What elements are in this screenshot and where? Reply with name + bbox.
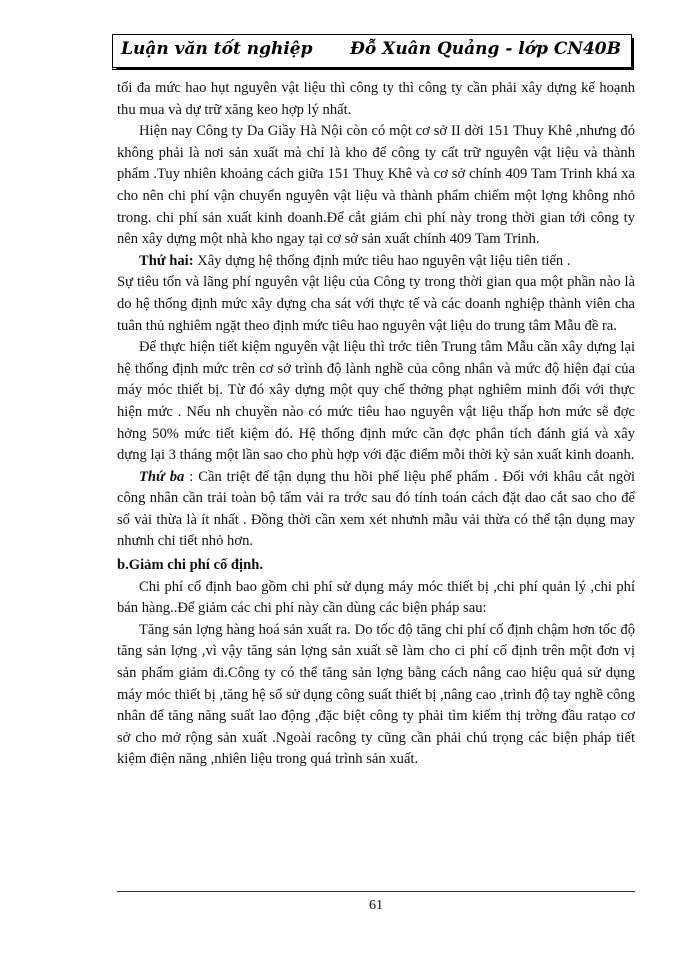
paragraph-7: Chi phí cố định bao gồm chi phí sử dụng máy móc thiết bị ,chi phí quản lý ,chi phí bán hàng..Để giảm các chi phí này cần dùng các biện pháp sau: [117, 578, 635, 617]
paragraph-3-text: Xây dựng hệ thống định mức tiêu hao nguyên vật liệu tiên tiến . [193, 252, 571, 269]
paragraph-3 [117, 251, 635, 273]
section-heading-b: b.Giảm chi phí cố định. [117, 557, 263, 574]
paragraph-4: Sự tiêu tốn và lãng phí nguyên vật liệu của Công ty trong thời gian qua một phần nào là do hệ thống định mức xây dựng cha sát với thực tế và các doanh nghiệp thành viên cha tuân thủ nghiêm ngặt theo định mức tiêu hao nguyên vật liệu do trung tâm Mẫu đề ra. [117, 274, 635, 334]
paragraph-3-label: Thứ hai: [139, 252, 194, 269]
paragraph-5: Để thực hiện tiết kiệm nguyên vật liệu thì trớc tiên Trung tâm Mẫu cần xây dựng lại hệ thống định mức trên cơ sở trình độ lành nghề của công nhân và mức độ hiện đại của máy móc thiết bị. Từ đó xây dựng một quy chế thởng phạt nghiêm minh đối với thực hiện mức . Nếu nh chuyền nào có mức tiêu hao nguyên vật liệu thấp hơn mức sẽ đợc hởng 50% mức tiết kiệm đó. Hệ thống định mức cần đợc phân tích đánh giá và xây dựng lại 3 tháng một lần sao cho phù hợp với đặc điểm mỗi thời kỳ sản xuất kinh doanh. [117, 339, 635, 464]
paragraph-1: tối đa mức hao hụt nguyên vật liệu thì công ty thì công ty cần phải xây dựng kế hoạnh thu mua và dự trữ xăng keo hợp lý nhất. [117, 80, 635, 118]
header-thesis-title: Luận văn tốt nghiệp [121, 39, 313, 59]
paragraph-2: Hiện nay Công ty Da Giầy Hà Nội còn có một cơ sở II dời 151 Thuy Khê ,nhưng đó không phải là nơi sản xuất mà chỉ là kho để công ty cất trữ nguyên vật liệu và thành phẩm .Tuy nhiên khoảng cách giữa 151 Thuỵ Khê và cơ sở chính 409 Tam Trinh khá xa cho nên chi phí vận chuyển nguyên vật liệu và thành phẩm chiếm một lợng không nhỏ trong. chi phí sản xuất kinh doanh.Để cắt giảm chi phí này trong thời gian tới công ty nên xây dựng một nhà kho ngay tại cơ sở sản xuất chính 409 Tam Trinh. [117, 123, 635, 248]
paragraph-6-text: : Cần triệt để tận dụng thu hồi phế liệu phế phẩm . Đối với khâu cắt ngời công nhân cần trải toàn bộ tấm vải ra trớc sau đó tính toán cách đặt dao cắt sao cho để số vải thừa là ít nhất . Đồng thời cần xem xét nhưnh mẫu vải thừa có thể tận dụng may nhưnh chi tiết nhỏ hơn. [117, 468, 635, 550]
footer-rule [117, 891, 635, 892]
page-header [112, 34, 632, 70]
paragraph-8: Tăng sản lợng hàng hoá sản xuất ra. Do tốc độ tăng chi phí cố định chậm hơn tốc độ tăng sản lợng ,vì vậy tăng sản lợng sản xuất sẽ làm cho ci phí cố định trên một đơn vị sản phẩm giảm đi.Công ty có thể tăng sản lợng bằng cách nâng cao hiệu quả sử dụng máy móc thiết bị ,tăng hệ số sử dụng công suất thiết bị ,nâng cao ,trình độ tay nghề công nhân để tăng năng suất lao động ,đặc biệt công ty phải tìm kiếm thị trờng đầu ratạo cơ sở cho mở rộng sản xuất .Ngoài racông ty cũng cần phải chú trọng các biện pháp tiết kiệm điện năng ,nhiên liệu trong quá trình sản xuất. [117, 621, 635, 768]
paragraph-6-label: Thứ ba [139, 468, 185, 485]
body-text [117, 78, 635, 771]
paragraph-6 [117, 467, 635, 553]
header-author: Đỗ Xuân Quảng - lớp CN40B [350, 39, 621, 59]
page-number: 61 [369, 898, 383, 913]
